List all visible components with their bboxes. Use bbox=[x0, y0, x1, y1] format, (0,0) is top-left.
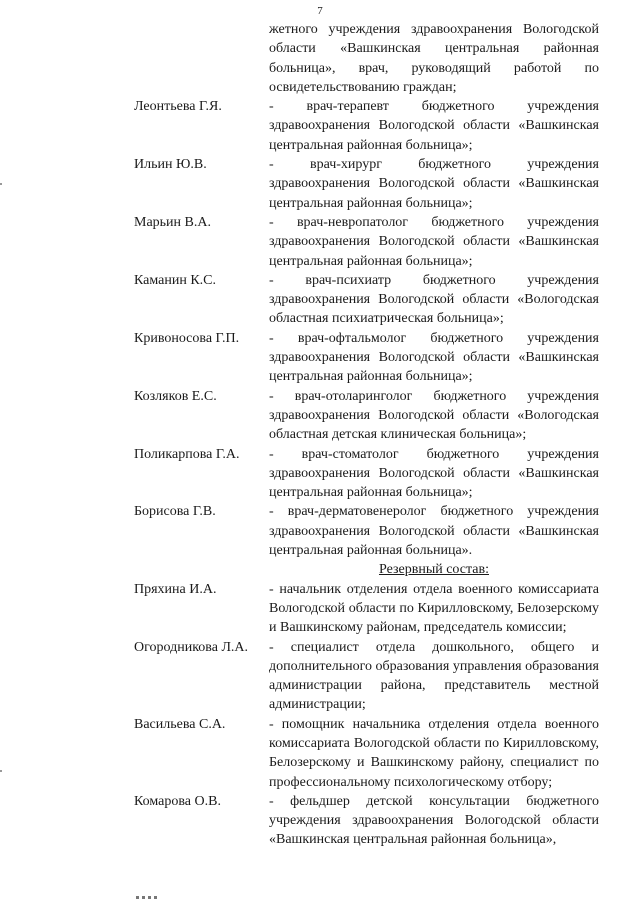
member-row bbox=[0, 329, 640, 387]
member-name: Кривоносова Г.П. bbox=[134, 330, 240, 346]
member-description: - врач-терапевт бюджетного учреждения здравоохранения Вологодской области «Вашкинская центральная районная больница»; bbox=[269, 99, 599, 153]
reserve-member-description: - специалист отдела дошкольного, общего и дополнительного образования управления образования администрации района, представитель местной администрации; bbox=[269, 639, 599, 713]
member-list bbox=[0, 97, 640, 560]
member-description: - врач-отоларинголог бюджетного учреждения здравоохранения Вологодской области «Вологодская областная детская клиническая больница»; bbox=[269, 388, 599, 443]
reserve-heading: Резервный состав: bbox=[378, 562, 489, 578]
member-row bbox=[0, 155, 640, 213]
member-row bbox=[0, 445, 640, 503]
member-name: Ильин Ю.В. bbox=[134, 157, 207, 173]
member-row bbox=[0, 271, 640, 329]
member-row bbox=[0, 97, 640, 155]
reserve-member-description: - начальник отделения отдела военного комиссариата Вологодской области по Кирилловскому, Белозерскому и Вашкинскому районам, председатель комиссии; bbox=[269, 581, 599, 636]
member-name: Марьин В.А. bbox=[134, 214, 211, 230]
reserve-member-description: - фельдшер детской консультации бюджетного учреждения здравоохранения Вологодской области «Вашкинская центральная районная больница», bbox=[269, 793, 599, 848]
reserve-member-description: - помощник начальника отделения отдела военного комиссариата Вологодской области по Кирилловскому, Белозерскому и Вашкинскому району, специалист по профессиональному психологическому отбору; bbox=[269, 716, 599, 790]
lead-paragraph: жетного учреждения здравоохранения Вологодской области «Вашкинская центральная районная больница», врач, руководящий работой по освидетельствованию граждан; bbox=[269, 22, 599, 95]
scan-speck bbox=[0, 770, 2, 772]
reserve-member-name: Пряхина И.А. bbox=[134, 581, 217, 597]
member-row bbox=[0, 502, 640, 560]
reserve-member-row bbox=[0, 792, 640, 850]
member-name: Леонтьева Г.Я. bbox=[134, 99, 222, 115]
member-description: - врач-психиатр бюджетного учреждения здравоохранения Вологодской области «Вологодская областная психиатрическая больница»; bbox=[269, 272, 599, 327]
reserve-member-name: Васильева С.А. bbox=[134, 716, 226, 732]
reserve-member-row bbox=[0, 580, 640, 638]
member-description: - врач-офтальмолог бюджетного учреждения здравоохранения Вологодской области «Вашкинская центральная районная больница»; bbox=[269, 330, 599, 385]
reserve-member-list bbox=[0, 580, 640, 850]
reserve-member-row bbox=[0, 638, 640, 715]
document-body bbox=[0, 20, 640, 850]
member-description: - врач-дерматовенеролог бюджетного учреждения здравоохранения Вологодской области «Вашкинская центральная районная больница». bbox=[269, 504, 599, 559]
scan-artifact bbox=[136, 896, 158, 899]
reserve-member-row bbox=[0, 715, 640, 792]
member-row bbox=[0, 387, 640, 445]
reserve-member-name: Огородникова Л.А. bbox=[134, 639, 249, 655]
member-description: - врач-хирург бюджетного учреждения здравоохранения Вологодской области «Вашкинская центральная районная больница»; bbox=[269, 157, 599, 211]
member-name: Козляков Е.С. bbox=[134, 388, 217, 404]
member-name: Поликарпова Г.А. bbox=[134, 446, 240, 462]
member-name: Борисова Г.В. bbox=[134, 504, 216, 520]
member-description: - врач-стоматолог бюджетного учреждения здравоохранения Вологодской области «Вашкинская центральная районная больница»; bbox=[269, 446, 599, 501]
member-row bbox=[0, 213, 640, 271]
member-description: - врач-невропатолог бюджетного учреждения здравоохранения Вологодской области «Вашкинская центральная районная больница»; bbox=[269, 214, 599, 269]
scan-speck bbox=[0, 183, 2, 185]
reserve-member-name: Комарова О.В. bbox=[134, 793, 221, 809]
member-name: Каманин К.С. bbox=[134, 272, 216, 288]
page-number: 7 bbox=[317, 5, 323, 17]
